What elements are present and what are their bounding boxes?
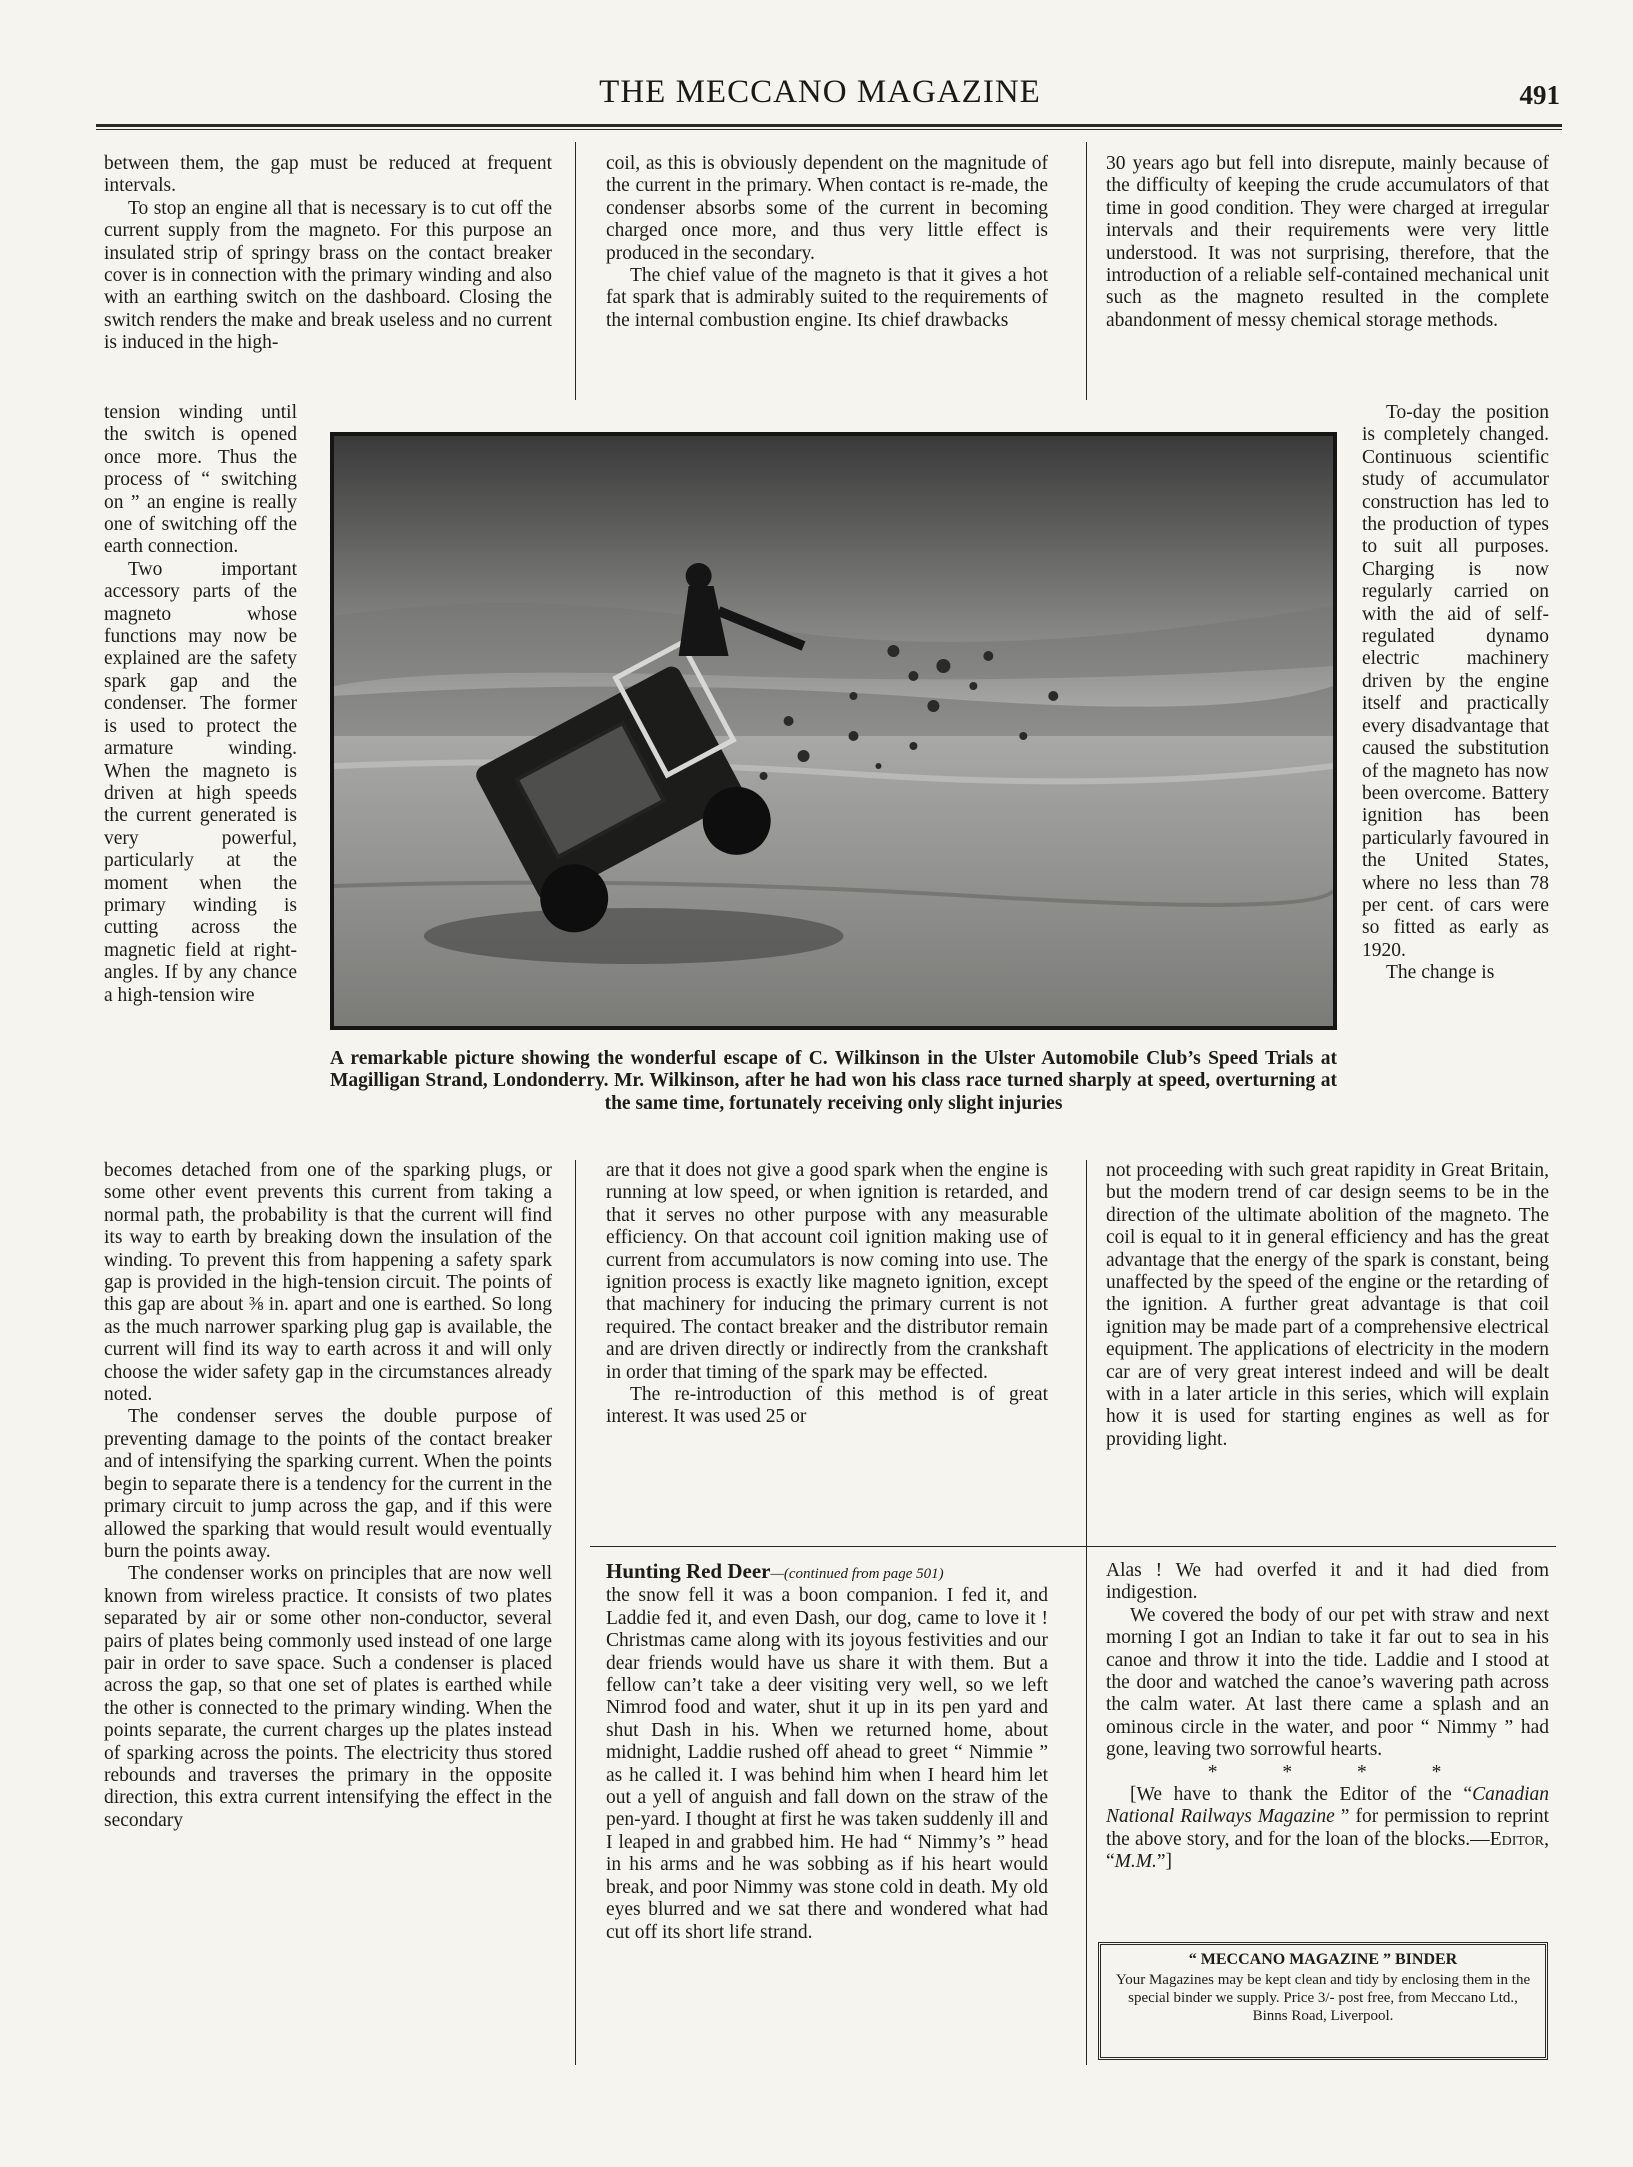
article-column-middle-bottom — [606, 1160, 1048, 1540]
magazine-title: THE MECCANO MAGAZINE — [599, 74, 1041, 110]
column-divider-right-top — [1086, 142, 1087, 400]
paragraph: 30 years ago but fell into disrepute, mainly because of the difficulty of keeping the crude accumulators of that time in good condition. They were charged at irregular intervals and their requirements were very little understood. It was not surprising, therefore, that the introduction of a reliable self-contained mechanical unit such as the magneto resulted in the complete abandonment of messy chemical storage methods. — [1106, 153, 1549, 331]
paragraph: not proceeding with such great rapidity in Great Britain, but the modern trend of car design seems to be in the direction of the ultimate abolition of the magneto. The coil is equal to it in general efficiency and has the great advantage that the energy of the spark is constant, being unaffected by the speed of the engine or the retarding of the ignition. A further great advantage is that coil ignition may be made part of a comprehensive electrical equipment. The applications of electricity in the modern car are of very great interest indeed and will be dealt with in a later article in this series, which will explain how it is used for starting engines as well as for providing light. — [1106, 1160, 1549, 1450]
article-column-right-top — [1106, 153, 1549, 401]
note-text: , “ — [1106, 1828, 1549, 1873]
article-column-right-bottom — [1106, 1160, 1549, 1540]
paragraph: We covered the body of our pet with straw and next morning I got an Indian to take it far out to sea in his canoe and throw it into the tide. Laddie and I stood at the door and watched the canoe’s wavering path across the calm water. At last there came a splash and an ominous circle in the water, and poor “ Nimmy ” had gone, leaving two sorrowful hearts. — [1106, 1604, 1549, 1761]
story-divider — [590, 1546, 1556, 1547]
overturned-car-photo — [330, 432, 1337, 1030]
story-column-middle — [606, 1560, 1048, 2065]
article-column-middle-top — [606, 153, 1048, 401]
paragraph: becomes detached from one of the sparking plugs, or some other event prevents this current from taking a normal path, the probability is that the current will find its way to earth by breaking down the insulation of the winding. To prevent this from happening a safety spark gap is provided in the high-tension circuit. The points of this gap are about ⅜ in. apart and one is earthed. So long as the much narrower sparking plug gap is available, the current will find its way to earth across it and will only choose the wider safety gap in the circumstances already noted. — [104, 1160, 552, 1406]
note-editor: Editor — [1489, 1828, 1545, 1850]
section-stars: * * * * — [1207, 1761, 1472, 1783]
paragraph: Two important accessory parts of the magneto whose functions may now be explained are the safety spark gap and the condenser. The former is used to protect the armature winding. When the magneto is driven at high speeds the current generated is very powerful, particularly at the moment when the primary winding is cutting across the magnetic field at right-angles. If by any chance a high-tension wire — [104, 558, 297, 1006]
note-mm: M.M. — [1114, 1851, 1157, 1873]
column-divider-right-bottom — [1086, 1160, 1087, 2065]
article-column-left-narrow — [104, 402, 297, 1162]
paragraph: coil, as this is obviously dependent on the magnitude of the current in the primary. When contact is re-made, the condenser absorbs some of the current in becoming charged once more, and thus very little effect is produced in the secondary. — [606, 153, 1048, 264]
note-text: ” for permission to reprint the above story, and for the loan of the blocks.— — [1106, 1806, 1549, 1850]
paragraph: are that it does not give a good spark when the engine is running at low speed, or when ignition is retarded, and that it serves no other purpose with any measurable efficiency. On that account coil ignition making use of current from accumulators is now coming into use. The ignition process is exactly like magneto ignition, except that machinery for inducing the primary current is not required. The contact breaker and the distributor remain and are driven directly or indirectly from the crankshaft in order that timing of the spark may be effected. — [606, 1160, 1048, 1383]
column-divider-left-bottom — [575, 1160, 576, 2065]
binder-title: “ MECCANO MAGAZINE ” BINDER — [1188, 1951, 1458, 1968]
paragraph: The condenser serves the double purpose of preventing damage to the points of the contact breaker and of intensifying the sparking current. When the points begin to separate there is a tendency for the current in the primary circuit to jump across the gap, and if this were allowed the sparking that would result would eventually burn the points away. — [104, 1406, 552, 1562]
article-column-right-narrow — [1362, 402, 1549, 1162]
paragraph: tension winding until the switch is opened once more. Thus the process of “ switching on ” an engine is really one of switching off the earth connection. — [104, 402, 297, 558]
editor-note — [1106, 1784, 1549, 1874]
story-column-right — [1106, 1560, 1549, 1938]
story-heading — [606, 1560, 1048, 1585]
paragraph: Alas ! We had overfed it and it had died from indigestion. — [1106, 1560, 1549, 1604]
note-text: ”] — [1156, 1851, 1173, 1873]
article-column-left-bottom — [104, 1160, 552, 2065]
page-number: 491 — [1519, 80, 1560, 110]
header-rule — [96, 124, 1562, 127]
note-text: [We have to thank the Editor of the “ — [1130, 1784, 1473, 1806]
story-title: Hunting Red Deer — [606, 1560, 771, 1583]
paragraph: To-day the position is completely changed. Continuous scientific study of accumulator construction has led to the production of types to suit all purposes. Charging is now regularly carried on with the aid of self-regulated dynamo electric machinery driven by the engine itself and practically every disadvantage that caused the substitution of the magneto has now been overcome. Battery ignition has been particularly favoured in the United States, where no less than 78 per cent. of cars were so fitted as early as 1920. — [1362, 402, 1549, 961]
binder-advert — [1098, 1942, 1548, 2060]
paragraph: between them, the gap must be reduced at frequent intervals. — [104, 153, 552, 197]
column-divider-left-top — [575, 142, 576, 400]
paragraph: the snow fell it was a boon companion. I fed it, and Laddie fed it, and even Dash, our dog, came to love it ! Christmas came along with its joyous festivities and our dear friends would have us share it with them. But a fellow can’t take a deer visiting very well, so we left Nimrod food and water, shut it up in its pen yard and shut Dash in his. When we returned home, about midnight, Laddie rushed off ahead to greet “ Nimmie ” as he called it. I was behind him when I heard him let out a yell of anguish and fall down on the straw of the pen-yard. I thought at first he was taken suddenly ill and I leaped in and grabbed him. He had “ Nimmy’s ” head in his arms and he was sobbing as if his heart would break, and poor Nimmy was stone cold in death. My old eyes blurred and we sat there and wondered what had cut off its short life strand. — [606, 1585, 1048, 1943]
car-crash-image — [334, 436, 1333, 1026]
paragraph: The chief value of the magneto is that it gives a hot fat spark that is admirably suited to the requirements of the internal combustion engine. Its chief drawbacks — [606, 265, 1048, 331]
story-continuation: —(continued from page 501) — [770, 1566, 944, 1582]
article-column-left-top — [104, 153, 552, 401]
paragraph: The condenser works on principles that are now well known from wireless practice. It consists of two plates separated by air or some other non-conductor, several pairs of plates being commonly used instead of one large pair in order to save space. Such a condenser is placed across the gap, so that one set of plates is earthed while the other is connected to the primary winding. When the points separate, the current charges up the plates instead of sparking across the points. The electricity thus stored rebounds and traverses the primary in the opposite direction, this extra current intensifying the effect in the secondary — [104, 1563, 552, 1831]
paragraph: To stop an engine all that is necessary is to cut off the current supply from the magneto. For this purpose an insulated strip of springy brass on the contact breaker cover is in connection with the primary winding and also with an earthing switch on the dashboard. Closing the switch renders the make and break useless and no current is induced in the high- — [104, 197, 552, 354]
note-magazine-name: Canadian National Railways Magazine — [1106, 1784, 1549, 1828]
binder-body: Your Magazines may be kept clean and tidy by enclosing them in the special binder we supply. Price 3/- post free, from Meccano Ltd., Binns Road, Liverpool. — [1115, 1972, 1531, 2024]
paragraph: The re-introduction of this method is of great interest. It was used 25 or — [606, 1384, 1048, 1428]
header-rule-thin — [96, 129, 1562, 130]
paragraph: The change is — [1386, 962, 1495, 984]
photo-caption: A remarkable picture showing the wonderful escape of C. Wilkinson in the Ulster Automobile Club’s Speed Trials at Magilligan Strand, Londonderry. Mr. Wilkinson, after he had won his class race turned sharply at speed, overturning at the same time, fortunately receiving only slight injuries — [330, 1048, 1337, 1114]
